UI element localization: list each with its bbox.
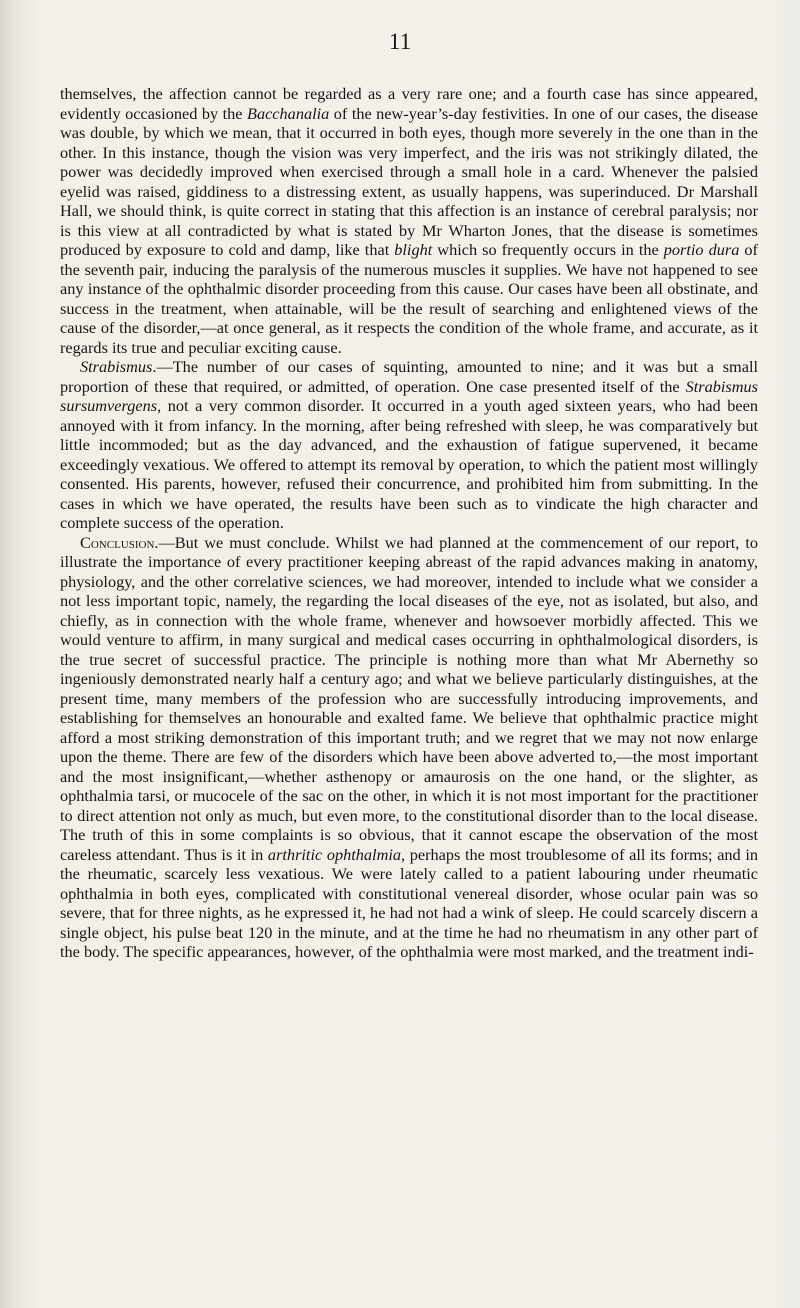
italic-text: arthritic ophthalmia [267,844,402,864]
paragraph [60,84,758,357]
text-run: .—The number of our cases of squinting, amounted to nine; and it was but a small proportion of these that required, or admitted, of operation. One case presented itself of the [60,357,758,396]
paragraph [60,357,758,533]
body-text [60,84,758,962]
text-run: .—But we must conclude. Whilst we had planned at the commencement of our report, to illustrate the importance of every practitioner keeping abreast of the rapid advances making in anatomy, physiology, and the other correlative sciences, we had moreover, intended to include what we consider a not less important topic, namely, the regarding the local diseases of the eye, not as isolated, but also, and chiefly, as in connection with the whole frame, whenever and howsoever morbidly affected. This we would venture to affirm, in many surgical and medical cases occurring in ophthalmological disorders, is the true secret of successful practice. The principle is nothing more than what Mr Abernethy so ingeniously demonstrated nearly half a century ago; and what we believe particularly distinguishes, at the present time, many members of the profession who are successfully introducing improvements, and establishing for themselves an honourable and exalted fame. We believe that ophthalmic practice might afford a most striking demonstration of this important truth; and we regret that we may not now enlarge upon the theme. There are few of the disorders which have been above adverted to,—the most important and the most insignificant,—whether asthenopy or amaurosis on the one hand, or the slighter, as ophthalmia tarsi, or mucocele of the sac on the other, in which it is not most important for the practitioner to direct attention not only as much, but even more, to the constitutional disorder than to the local disease. The truth of this in some complaints is so obvious, that it cannot escape the observation of the most careless attendant. Thus is it in [60,532,758,864]
text-run: themselves, the affection cannot be regarded as a very rare one; and a fourth case has since appeared, evidently occasioned by the [60,84,758,123]
paragraph [60,533,758,962]
section-heading: Conclusion [80,532,155,552]
page-number: 11 [388,29,412,54]
text-run: of the new-year’s-day festivities. In one of our cases, the disease was double, by which we mean, that it occurred in both eyes, though more severely in the one than in the other. In this instance, though the vision was very imperfect, and the iris was not strikingly dilated, the power was decidedly improved when exercised through a small hole in a card. Whenever the palsied eyelid was raised, giddiness to a distressing extent, as usually happens, was superinduced. Dr Marshall Hall, we should think, is quite correct in stating that this affection is an instance of cerebral paralysis; nor is this view at all contradicted by what is stated by Mr Wharton Jones, that the disease is sometimes produced by exposure to cold and damp, like that [60,103,758,259]
italic-text: Bacchanalia [247,103,330,123]
italic-text: Strabismus sursumvergens [60,376,758,415]
text-run: , perhaps the most troublesome of all its forms; and in the rheumatic, scarcely less vexatious. We were lately called to a patient labouring under rheumatic ophthalmia in both eyes, complicated with constitutional venereal disorder, whose ocular pain was so severe, that for three nights, as he expressed it, he had not had a wink of sleep. He could scarcely discern a single object, his pulse beat 120 in the minute, and at the time he had no rheumatism in any other part of the body. The specific appearances, however, of the ophthalmia were most marked, and the treatment indi- [60,844,759,961]
italic-text: portio dura [663,240,740,259]
text-run: which so frequently occurs in the [432,240,664,259]
text-run: of the seventh pair, inducing the paralysis of the numerous muscles it supplies. We have not happened to see any instance of the ophthalmic disorder proceeding from this cause. Our cases have been all obstinate, and success in the treatment, when attainable, will be the result of searching and enlightened views of the cause of the disorder,—at once general, as it respects the condition of the whole frame, and accurate, as it regards its true and peculiar exciting cause. [60,240,758,357]
italic-text: Strabismus [80,357,153,376]
text-run: , not a very common disorder. It occurred in a youth aged sixteen years, who had been annoyed with it from infancy. In the morning, after being refreshed with sleep, he was comparatively but little incommoded; but as the day advanced, and the exhaustion of fatigue supervened, it became exceedingly vexatious. We offered to attempt its removal by operation, to which the patient most willingly consented. His parents, however, refused their concurrence, and prohibited him from submitting. In the cases in which we have operated, the results have been such as to vindicate the high character and complete success of the operation. [60,396,758,532]
italic-text: blight [394,240,433,259]
